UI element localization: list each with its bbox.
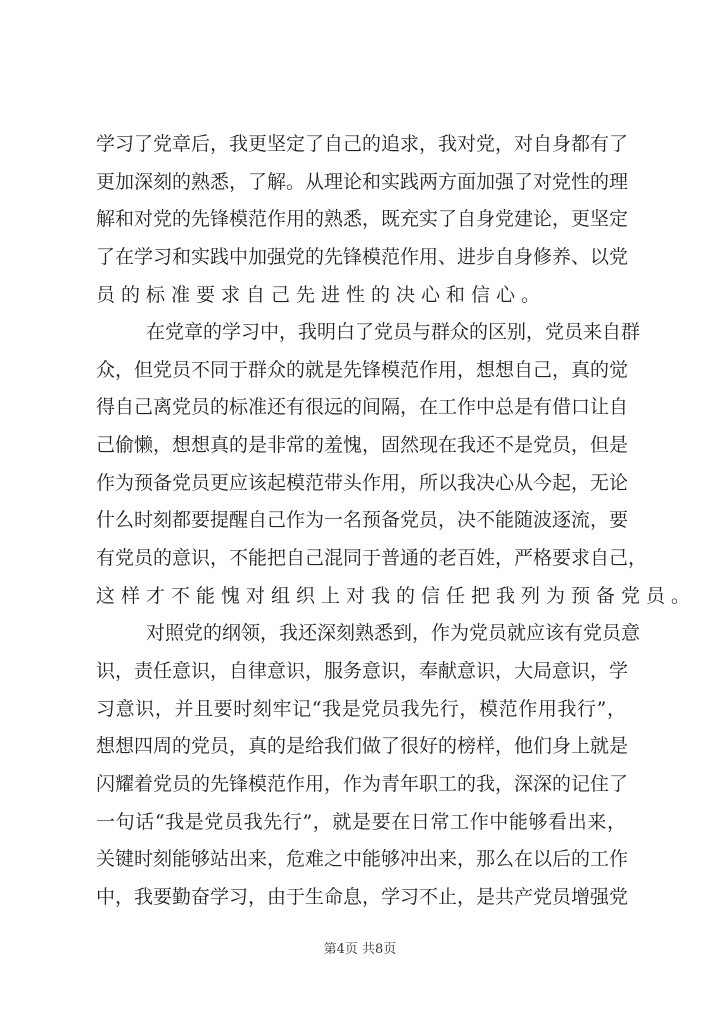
text-line: 学习了党章后，我更坚定了自己的追求，我对党，对自身都有了: [96, 133, 629, 155]
text-line: 对照党的纲领，我还深刻熟悉到，作为党员就应该有党员意: [146, 622, 641, 645]
text-line: 有党员的意识，不能把自己混同于普通的老百姓，严格要求自己，: [96, 547, 648, 570]
text-line: 众，但党员不同于群众的就是先锋模范作用，想想自己，真的觉: [96, 358, 629, 381]
text-line: 了在学习和实践中加强党的先锋模范作用、进步自身修养、以党: [96, 245, 629, 268]
text-line: 这样才不能愧对组织上对我的信任把我列为预备党员。: [96, 584, 697, 607]
text-line: 作为预备党员更应该起模范带头作用，所以我决心从今起，无论: [96, 471, 629, 494]
paragraph: [96, 314, 697, 615]
text-line: 更加深刻的熟悉，了解。从理论和实践两方面加强了对党性的理: [96, 170, 629, 193]
text-line: 关键时刻能够站出来，危难之中能够冲出来，那么在以后的工作: [96, 848, 629, 871]
text-line: 习意识，并且要时刻牢记“我是党员我先行，模范作用我行”，: [96, 697, 626, 720]
text-line: 员的标准要求自己先进性的决心和信心。: [96, 283, 547, 306]
text-line: 一句话“我是党员我先行”，就是要在日常工作中能够看出来，: [96, 810, 626, 833]
text-line: 解和对党的先锋模范作用的熟悉，既充实了自身党建论，更坚定: [96, 208, 629, 231]
paragraph: [96, 126, 629, 314]
text-line: 得自己离党员的标准还有很远的间隔，在工作中总是有借口让自: [96, 396, 629, 419]
text-line: 在党章的学习中，我明白了党员与群众的区别，党员来自群: [146, 321, 641, 344]
page-number-footer: 第4页 共8页: [323, 942, 397, 957]
text-line: 想想四周的党员，真的是给我们做了很好的榜样，他们身上就是: [96, 735, 629, 758]
text-line: 什么时刻都要提醒自己作为一名预备党员，决不能随波逐流，要: [96, 509, 629, 532]
text-line: 己偷懒，想想真的是非常的羞愧，固然现在我还不是党员，但是: [96, 434, 629, 457]
text-line: 中，我要勤奋学习，由于生命息，学习不止，是共产党员增强党: [96, 885, 629, 908]
text-line: 闪耀着党员的先锋模范作用，作为青年职工的我，深深的记住了: [96, 772, 629, 795]
document-body: [96, 126, 697, 916]
paragraph: [96, 615, 641, 916]
text-line: 识，责任意识，自律意识，服务意识，奉献意识，大局意识，学: [96, 659, 629, 682]
